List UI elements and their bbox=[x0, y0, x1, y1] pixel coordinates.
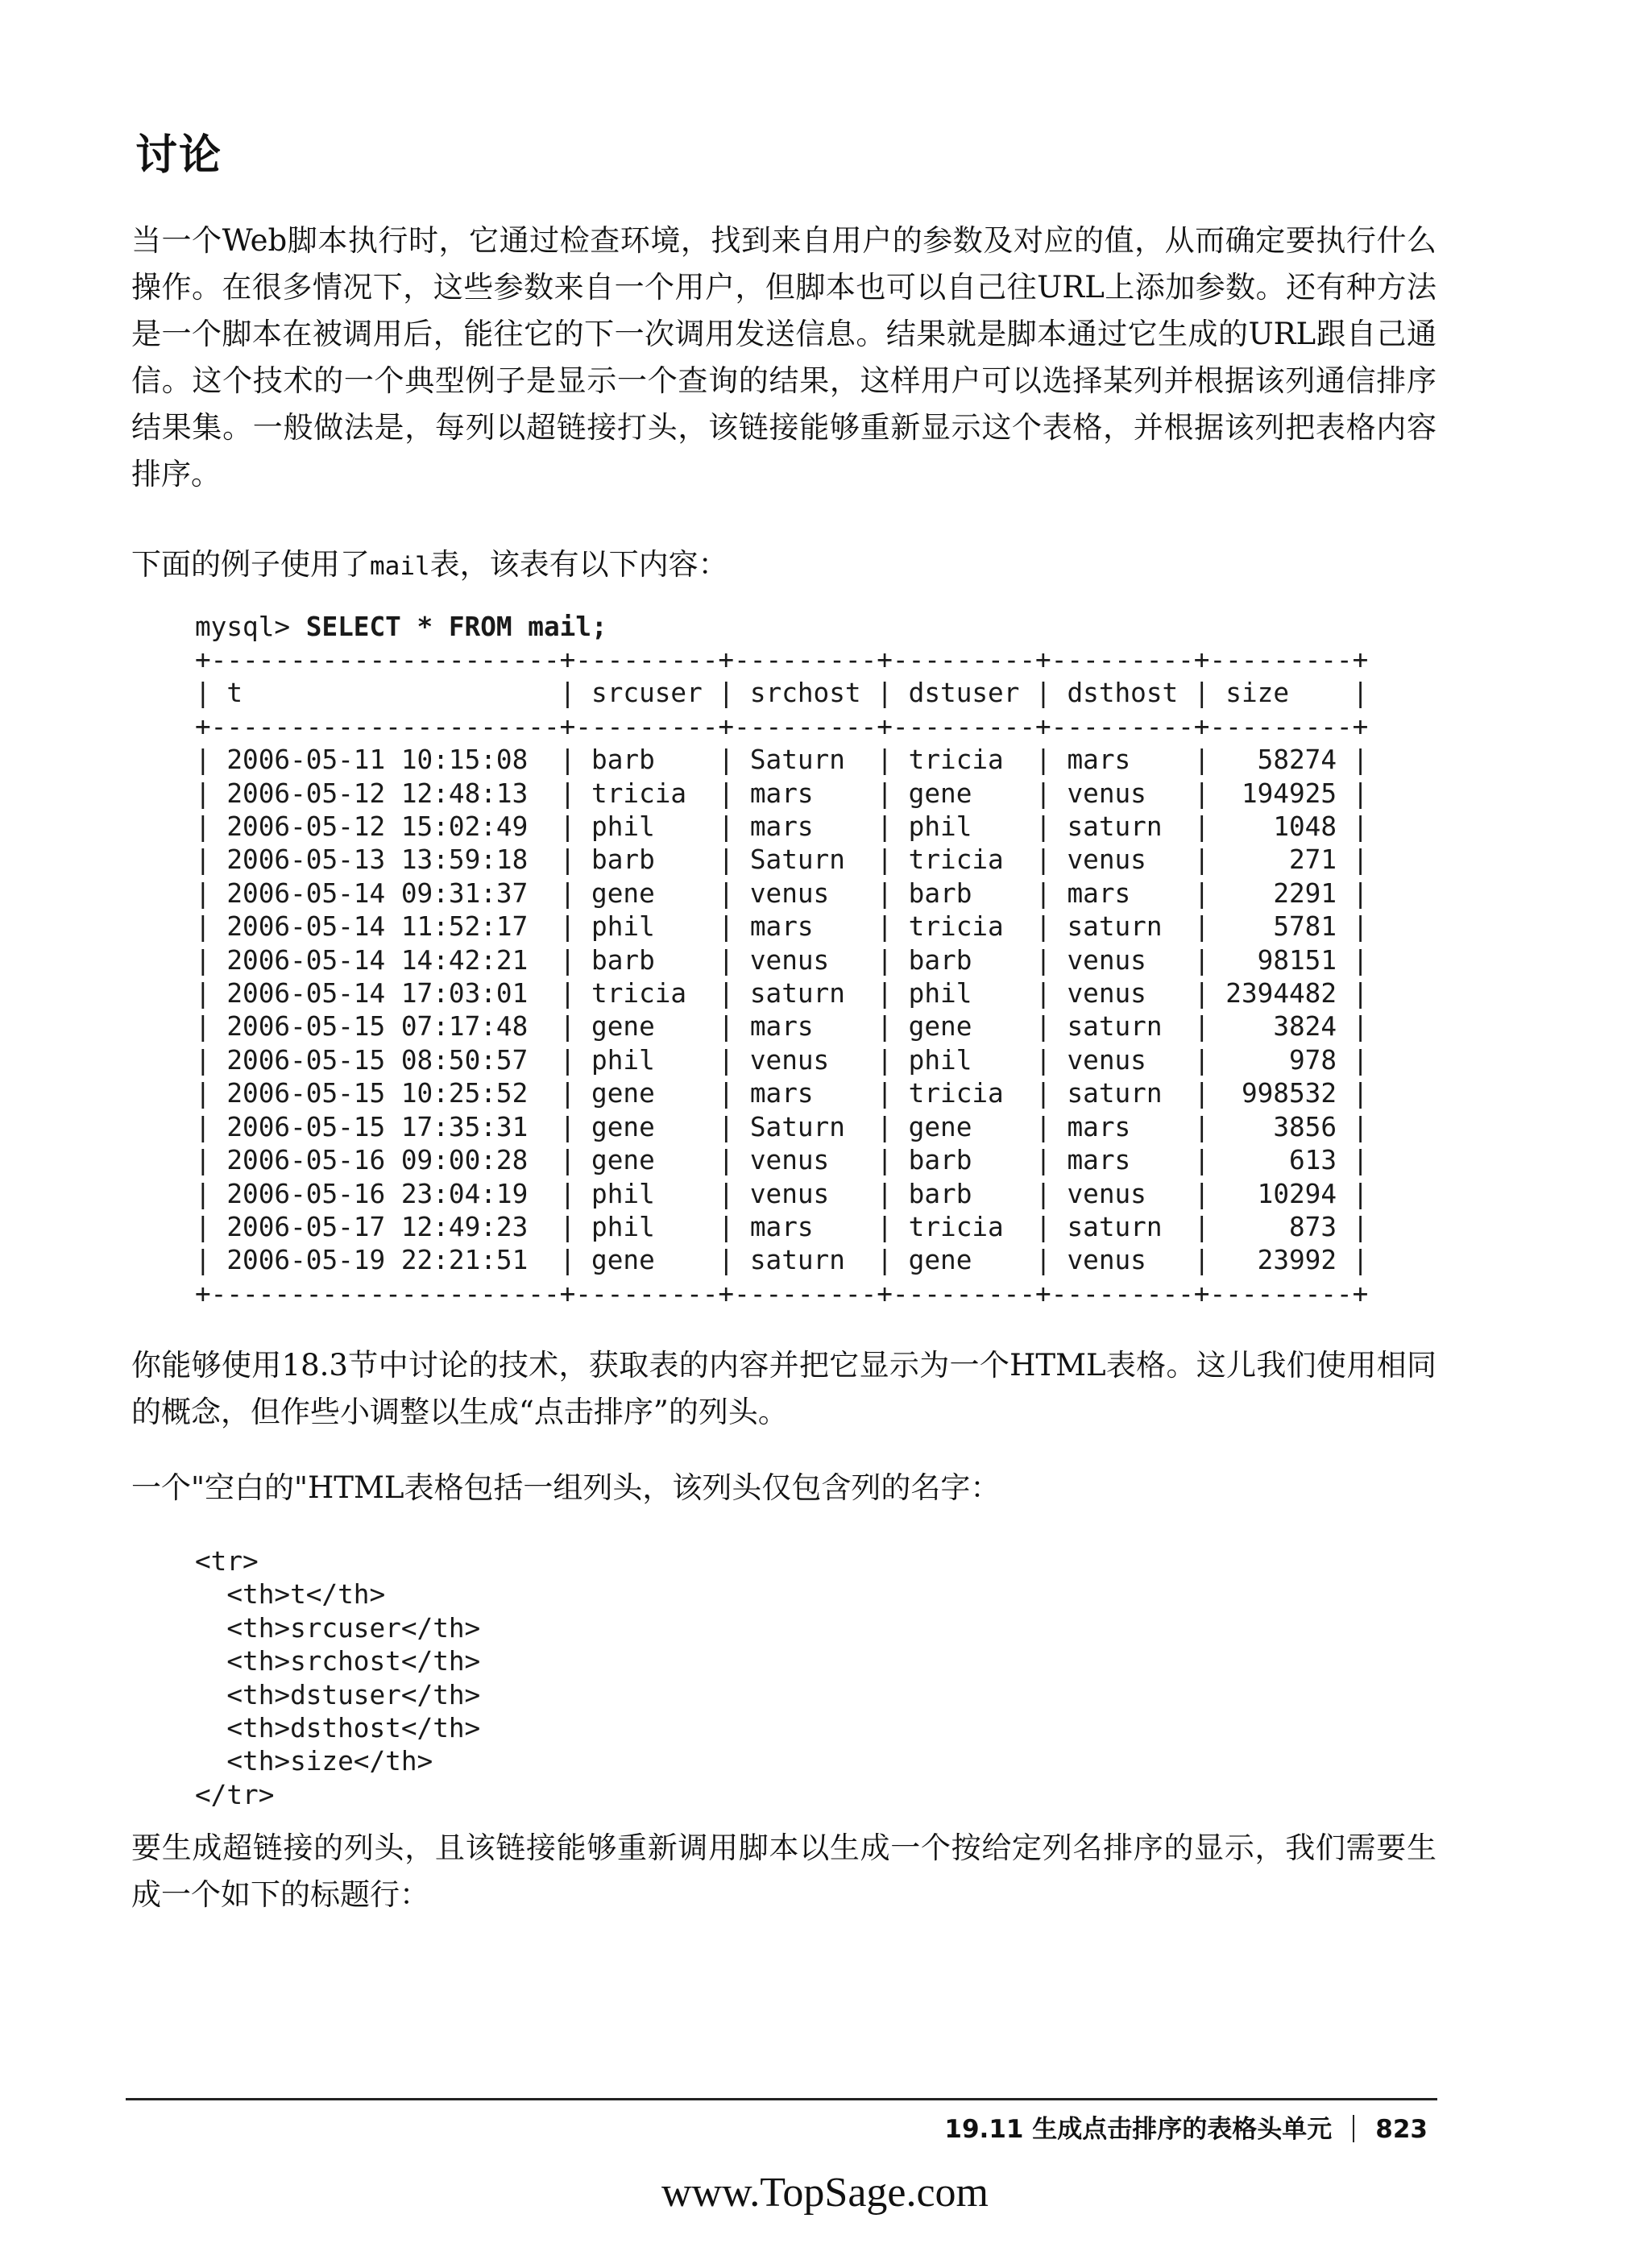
table-cell: saturn bbox=[1067, 811, 1163, 843]
table-cell: venus bbox=[749, 1145, 830, 1176]
table-cell: 2006-05-14 09:31:37 bbox=[226, 877, 529, 909]
table-cell: venus bbox=[1067, 1044, 1146, 1076]
table-border: +----------------------+---------+---------+---------+---------+---------+ bbox=[195, 711, 1369, 742]
table-cell: tricia bbox=[908, 844, 1004, 876]
table-cell: barb bbox=[908, 1178, 972, 1209]
table-cell: mars bbox=[749, 777, 814, 809]
table-cell: mars bbox=[749, 811, 814, 843]
table-row: | 2006-05-14 09:31:37 | gene | venus | barb | mars | 2291 | bbox=[195, 877, 1369, 909]
table-cell: 2006-05-14 17:03:01 bbox=[226, 978, 529, 1010]
code-line: <th>size</th> bbox=[195, 1746, 433, 1777]
table-cell: Saturn bbox=[749, 1111, 845, 1142]
sql-query bbox=[195, 611, 607, 644]
table-cell: 2006-05-15 17:35:31 bbox=[226, 1111, 529, 1142]
table-cell: venus bbox=[1067, 1245, 1146, 1276]
table-cell: mars bbox=[1067, 877, 1131, 909]
table-cell: 998532 bbox=[1241, 1078, 1337, 1109]
table-cell: Saturn bbox=[749, 844, 845, 876]
table-row: | 2006-05-14 14:42:21 | barb | venus | barb | venus | 98151 | bbox=[195, 944, 1369, 976]
html-header-code bbox=[195, 1545, 480, 1812]
table-row: | 2006-05-16 09:00:28 | gene | venus | barb | mars | 613 | bbox=[195, 1145, 1369, 1176]
table-cell: tricia bbox=[908, 1078, 1004, 1109]
inline-code-mail: mail bbox=[370, 552, 430, 581]
table-row: | 2006-05-15 17:35:31 | gene | Saturn | gene | mars | 3856 | bbox=[195, 1111, 1369, 1142]
table-cell: barb bbox=[908, 877, 972, 909]
table-cell: 98151 bbox=[1257, 944, 1337, 976]
table-cell: phil bbox=[591, 1044, 655, 1076]
table-cell: 873 bbox=[1289, 1211, 1337, 1242]
table-cell: 2291 bbox=[1273, 877, 1337, 909]
table-cell: phil bbox=[591, 1178, 655, 1209]
paragraph-mail-table-intro bbox=[131, 541, 1436, 590]
table-cell: saturn bbox=[1067, 1011, 1163, 1043]
table-row: | 2006-05-15 07:17:48 | gene | mars | gene | saturn | 3824 | bbox=[195, 1011, 1369, 1043]
column-header: srcuser bbox=[591, 678, 703, 709]
table-cell: venus bbox=[749, 1044, 830, 1076]
table-cell: mars bbox=[1067, 1145, 1131, 1176]
table-cell: 2006-05-16 09:00:28 bbox=[226, 1145, 529, 1176]
table-cell: 58274 bbox=[1257, 744, 1337, 776]
table-row: | 2006-05-16 23:04:19 | phil | venus | barb | venus | 10294 | bbox=[195, 1178, 1369, 1209]
table-cell: 271 bbox=[1289, 844, 1337, 876]
table-cell: barb bbox=[908, 944, 972, 976]
table-cell: gene bbox=[591, 1011, 655, 1043]
table-cell: tricia bbox=[591, 978, 687, 1010]
footer-separator bbox=[1353, 2115, 1354, 2142]
table-cell: venus bbox=[749, 877, 830, 909]
table-cell: Saturn bbox=[749, 744, 845, 776]
table-cell: 1048 bbox=[1273, 811, 1337, 843]
table-cell: 2006-05-19 22:21:51 bbox=[226, 1245, 529, 1276]
column-header: t bbox=[226, 678, 243, 709]
watermark-url: www.TopSage.com bbox=[661, 2170, 989, 2216]
table-cell: barb bbox=[591, 944, 655, 976]
code-line: </tr> bbox=[195, 1779, 275, 1810]
code-line: <th>dsthost</th> bbox=[195, 1713, 481, 1744]
table-cell: phil bbox=[908, 811, 972, 843]
table-cell: phil bbox=[591, 811, 655, 843]
paragraph-technique: 你能够使用18.3节中讨论的技术，获取表的内容并把它显示为一个HTML表格。这儿我们使用相同的概念，但作些小调整以生成“点击排序”的列头。 bbox=[131, 1348, 1436, 1429]
table-cell: mars bbox=[749, 1011, 814, 1043]
column-header: dsthost bbox=[1067, 678, 1179, 709]
mail-table-output bbox=[195, 644, 1368, 1311]
table-cell: mars bbox=[749, 1078, 814, 1109]
column-header: size bbox=[1225, 678, 1289, 709]
table-cell: gene bbox=[908, 777, 972, 809]
table-cell: 2006-05-15 07:17:48 bbox=[226, 1011, 529, 1043]
table-row: | 2006-05-14 17:03:01 | tricia | saturn | phil | venus | 2394482 | bbox=[195, 978, 1369, 1010]
table-row: | 2006-05-17 12:49:23 | phil | mars | tricia | saturn | 873 | bbox=[195, 1211, 1369, 1242]
footer-section-title: 19.11 生成点击排序的表格头单元 bbox=[944, 2115, 1333, 2144]
table-cell: 2006-05-13 13:59:18 bbox=[226, 844, 529, 876]
table-cell: saturn bbox=[749, 978, 845, 1010]
table-cell: venus bbox=[749, 1178, 830, 1209]
table-cell: gene bbox=[591, 1078, 655, 1109]
code-line: <th>t</th> bbox=[195, 1579, 386, 1611]
table-cell: gene bbox=[908, 1245, 972, 1276]
table-cell: gene bbox=[908, 1111, 972, 1142]
table-cell: phil bbox=[591, 1211, 655, 1242]
sql-statement: SELECT * FROM mail; bbox=[305, 612, 607, 642]
table-cell: saturn bbox=[749, 1245, 845, 1276]
table-cell: venus bbox=[1067, 777, 1146, 809]
table-cell: 2006-05-12 15:02:49 bbox=[226, 811, 529, 843]
table-cell: 194925 bbox=[1241, 777, 1337, 809]
table-cell: venus bbox=[1067, 944, 1146, 976]
table-cell: 2006-05-16 23:04:19 bbox=[226, 1178, 529, 1209]
table-cell: 2006-05-12 12:48:13 bbox=[226, 777, 529, 809]
paragraph-text: 下面的例子使用了 bbox=[131, 547, 370, 582]
table-cell: gene bbox=[591, 877, 655, 909]
table-cell: tricia bbox=[908, 1211, 1004, 1242]
table-cell: phil bbox=[908, 978, 972, 1010]
table-cell: barb bbox=[908, 1145, 972, 1176]
table-cell: mars bbox=[749, 1211, 814, 1242]
table-border: +----------------------+---------+---------+---------+---------+---------+ bbox=[195, 1278, 1369, 1309]
table-cell: 2006-05-11 10:15:08 bbox=[226, 744, 529, 776]
table-cell: mars bbox=[749, 911, 814, 943]
table-row: | 2006-05-15 08:50:57 | phil | venus | phil | venus | 978 | bbox=[195, 1044, 1369, 1076]
table-cell: saturn bbox=[1067, 1211, 1163, 1242]
table-cell: 3856 bbox=[1273, 1111, 1337, 1142]
table-cell: venus bbox=[749, 944, 830, 976]
code-line: <th>dstuser</th> bbox=[195, 1679, 481, 1710]
table-cell: tricia bbox=[908, 911, 1004, 943]
table-cell: 613 bbox=[1289, 1145, 1337, 1176]
code-line: <th>srcuser</th> bbox=[195, 1612, 481, 1644]
table-cell: venus bbox=[1067, 844, 1146, 876]
table-cell: phil bbox=[591, 911, 655, 943]
column-header: srchost bbox=[749, 678, 861, 709]
table-row: | 2006-05-19 22:21:51 | gene | saturn | gene | venus | 23992 | bbox=[195, 1245, 1369, 1276]
table-cell: 2006-05-14 11:52:17 bbox=[226, 911, 529, 943]
table-cell: barb bbox=[591, 844, 655, 876]
table-header-row: | t | srcuser | srchost | dstuser | dsthost | size | bbox=[195, 678, 1369, 709]
table-row: | 2006-05-13 13:59:18 | barb | Saturn | tricia | venus | 271 | bbox=[195, 844, 1369, 876]
paragraph-hyperlink-header: 要生成超链接的列头，且该链接能够重新调用脚本以生成一个按给定列名排序的显示，我们需要生成一个如下的标题行： bbox=[131, 1831, 1436, 1912]
code-line: <tr> bbox=[195, 1546, 259, 1577]
table-cell: 23992 bbox=[1257, 1245, 1337, 1276]
table-cell: 10294 bbox=[1257, 1178, 1337, 1209]
table-row: | 2006-05-11 10:15:08 | barb | Saturn | tricia | mars | 58274 | bbox=[195, 744, 1369, 776]
footer-rule bbox=[126, 2098, 1437, 2100]
table-cell: gene bbox=[591, 1245, 655, 1276]
table-cell: 5781 bbox=[1273, 911, 1337, 943]
table-cell: gene bbox=[591, 1145, 655, 1176]
table-cell: 2006-05-17 12:49:23 bbox=[226, 1211, 529, 1242]
table-cell: saturn bbox=[1067, 911, 1163, 943]
table-cell: venus bbox=[1067, 978, 1146, 1010]
table-cell: gene bbox=[908, 1011, 972, 1043]
table-cell: saturn bbox=[1067, 1078, 1163, 1109]
mysql-prompt: mysql> bbox=[195, 612, 306, 642]
table-cell: 978 bbox=[1289, 1044, 1337, 1076]
table-cell: mars bbox=[1067, 1111, 1131, 1142]
table-border: +----------------------+---------+---------+---------+---------+---------+ bbox=[195, 645, 1369, 675]
table-cell: 3824 bbox=[1273, 1011, 1337, 1043]
code-line: <th>srchost</th> bbox=[195, 1646, 481, 1677]
table-row: | 2006-05-15 10:25:52 | gene | mars | tricia | saturn | 998532 | bbox=[195, 1078, 1369, 1109]
table-cell: 2006-05-14 14:42:21 bbox=[226, 944, 529, 976]
page-number: 823 bbox=[1375, 2115, 1428, 2144]
table-cell: tricia bbox=[908, 744, 1004, 776]
table-cell: 2006-05-15 10:25:52 bbox=[226, 1078, 529, 1109]
column-header: dstuser bbox=[908, 678, 1020, 709]
paragraph-blank-table: 一个"空白的"HTML表格包括一组列头，该列头仅包含列的名字： bbox=[131, 1470, 1001, 1505]
section-heading: 讨论 bbox=[135, 131, 223, 180]
table-cell: 2394482 bbox=[1225, 978, 1337, 1010]
table-cell: venus bbox=[1067, 1178, 1146, 1209]
table-cell: 2006-05-15 08:50:57 bbox=[226, 1044, 529, 1076]
table-cell: barb bbox=[591, 744, 655, 776]
table-row: | 2006-05-14 11:52:17 | phil | mars | tricia | saturn | 5781 | bbox=[195, 911, 1369, 943]
table-cell: phil bbox=[908, 1044, 972, 1076]
page-footer bbox=[944, 2108, 1428, 2145]
table-row: | 2006-05-12 15:02:49 | phil | mars | phil | saturn | 1048 | bbox=[195, 811, 1369, 843]
paragraph-text: 表，该表有以下内容： bbox=[429, 547, 728, 582]
table-row: | 2006-05-12 12:48:13 | tricia | mars | gene | venus | 194925 | bbox=[195, 777, 1369, 809]
table-cell: gene bbox=[591, 1111, 655, 1142]
paragraph-intro: 当一个Web脚本执行时，它通过检查环境，找到来自用户的参数及对应的值，从而确定要执行什么操作。在很多情况下，这些参数来自一个用户，但脚本也可以自己往URL上添加参数。还有种方法是一个脚本在被调用后，能往它的下一次调用发送信息。结果就是脚本通过它生成的URL跟自己通信。这个技术的一个典型例子是显示一个查询的结果，这样用户可以选择某列并根据该列通信排序结果集。一般做法是，每列以超链接打头，该链接能够重新显示这个表格，并根据该列把表格内容排序。 bbox=[131, 223, 1436, 491]
table-cell: mars bbox=[1067, 744, 1131, 776]
table-cell: tricia bbox=[591, 777, 687, 809]
